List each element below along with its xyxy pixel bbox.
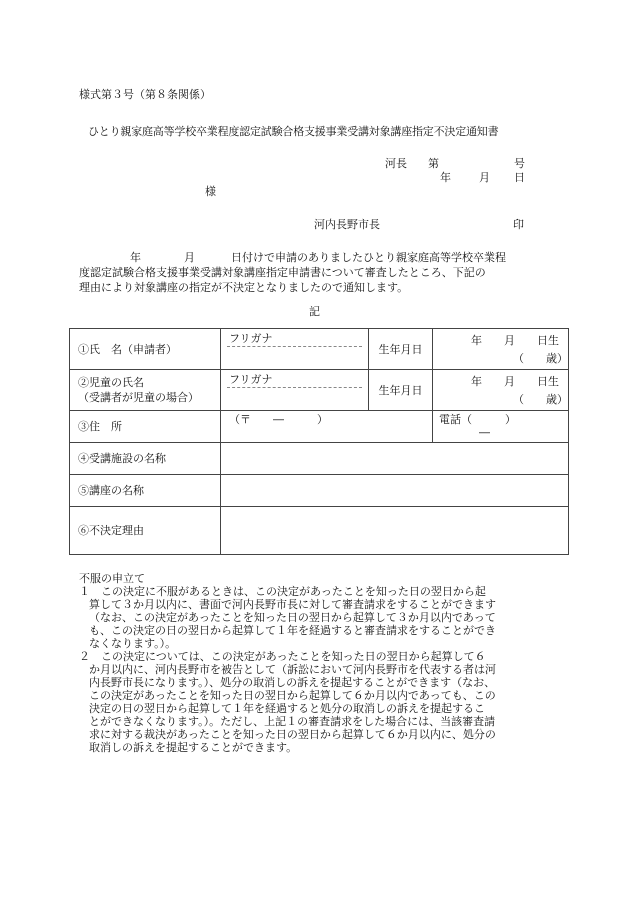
child-dob-cell[interactable] [433,370,569,411]
applicant-dob-age: （ 歳） [513,352,568,365]
date-day: 日 [514,171,525,184]
phone-cell[interactable] [433,411,569,443]
paragraph-line-1 [79,250,557,265]
child-dob-label: 生年月日 [369,370,433,411]
appeal-heading: 不服の申立て [79,572,145,585]
reason-label: ⑥不決定理由 [70,507,221,555]
reason-cell[interactable] [221,507,569,555]
child-name-label [70,370,221,411]
paragraph-line-1-text: 日付けで申請のありましたひとり親家庭高等学校卒業程 [231,251,506,264]
paragraph-month: 月 [184,251,195,264]
phone-dash: ― [479,426,490,439]
document-title: ひとり親家庭高等学校卒業程度認定試験合格支援事業受講対象講座指定不決定通知書 [88,125,499,138]
applicant-dob-date: 年 月 日生 [471,334,559,347]
date-month: 月 [479,171,490,184]
number-prefix: 第 [428,157,439,170]
table-row-facility [70,443,569,475]
ki-heading: 記 [309,305,320,318]
appeal-line: 求に対する裁決があったことを知った日の翌日から起算して６か月以内に、処分の [89,728,496,741]
appeal-section [79,572,559,754]
address-label: ③住 所 [70,411,221,443]
paragraph-line-3: 理由により対象講座の指定が不決定となりましたので通知します。 [79,281,409,294]
child-furigana: フリガナ [227,372,362,388]
applicant-table [69,328,569,555]
course-label: ⑤講座の名称 [70,475,221,507]
date-year: 年 [440,171,451,184]
child-dob-date: 年 月 日生 [471,375,559,388]
table-row-course [70,475,569,507]
number-suffix: 号 [514,157,525,170]
applicant-name-cell[interactable] [221,329,369,370]
appeal-line: なくなります。）。 [89,637,177,650]
facility-label: ④受講施設の名称 [70,443,221,475]
appeal-line: 取消しの訴えを提起することができます。 [89,741,298,754]
paragraph-line-2: 度認定試験合格支援事業受講対象講座指定申請書について審査したところ、下記の [79,266,486,279]
applicant-furigana: フリガナ [227,331,362,347]
child-name-cell[interactable] [221,370,369,411]
table-row-applicant [70,329,569,370]
issuer-short: 河長 [385,157,407,170]
appeal-line: この決定があったことを知った日の翌日から起算して６か月以内であっても、この [89,689,496,702]
appeal-line: とができなくなります。）。ただし、上記１の審査請求をした場合には、当該審査請 [89,715,496,728]
paragraph-year: 年 [130,251,141,264]
appeal-line: も、この決定の日の翌日から起算して１年を経過すると審査請求をすることができ [89,624,496,637]
phone-label: 電話（ ） [439,413,516,426]
table-row-address [70,411,569,443]
applicant-dob-label: 生年月日 [369,329,433,370]
table-row-reason [70,507,569,555]
appeal-line: （なお、この決定があったことを知った日の翌日から起算して３か月以内であって [89,611,496,624]
applicant-dob-cell[interactable] [433,329,569,370]
appeal-line: 決定の日の翌日から起算して１年を経過すると処分の取消しの訴えを提起するこ [89,702,485,715]
address-cell[interactable] [221,411,433,443]
form-number: 様式第３号（第８条関係） [79,88,211,101]
seal-mark: 印 [513,218,524,231]
notice-paragraph [79,250,557,295]
applicant-name-label: ①氏 名（申請者） [70,329,221,370]
postal-code: （〒 ― ） [229,413,328,426]
child-dob-age: （ 歳） [513,393,568,406]
appeal-line: 内長野市長になります。）、処分の取消しの訴えを提起することができます（なお、 [89,676,496,689]
table-row-child [70,370,569,411]
appeal-line: か月以内に、河内長野市を被告として（訴訟において河内長野市を代表する者は河 [89,663,496,676]
appeal-line: １ この決定に不服があるときは、この決定があったことを知った日の翌日から起 [79,585,486,598]
appeal-line: ２ この決定については、この決定があったことを知った日の翌日から起算して６ [79,650,486,663]
child-name-label-line1: ②児童の氏名 [78,376,144,389]
addressee-suffix: 様 [205,185,216,198]
child-name-label-line2: （受講者が児童の場合） [78,391,199,404]
course-cell[interactable] [221,475,569,507]
appeal-line: 算して３か月以内に、書面で河内長野市長に対して審査請求をすることができます [89,598,496,611]
mayor-name: 河内長野市長 [314,218,380,231]
facility-cell[interactable] [221,443,569,475]
